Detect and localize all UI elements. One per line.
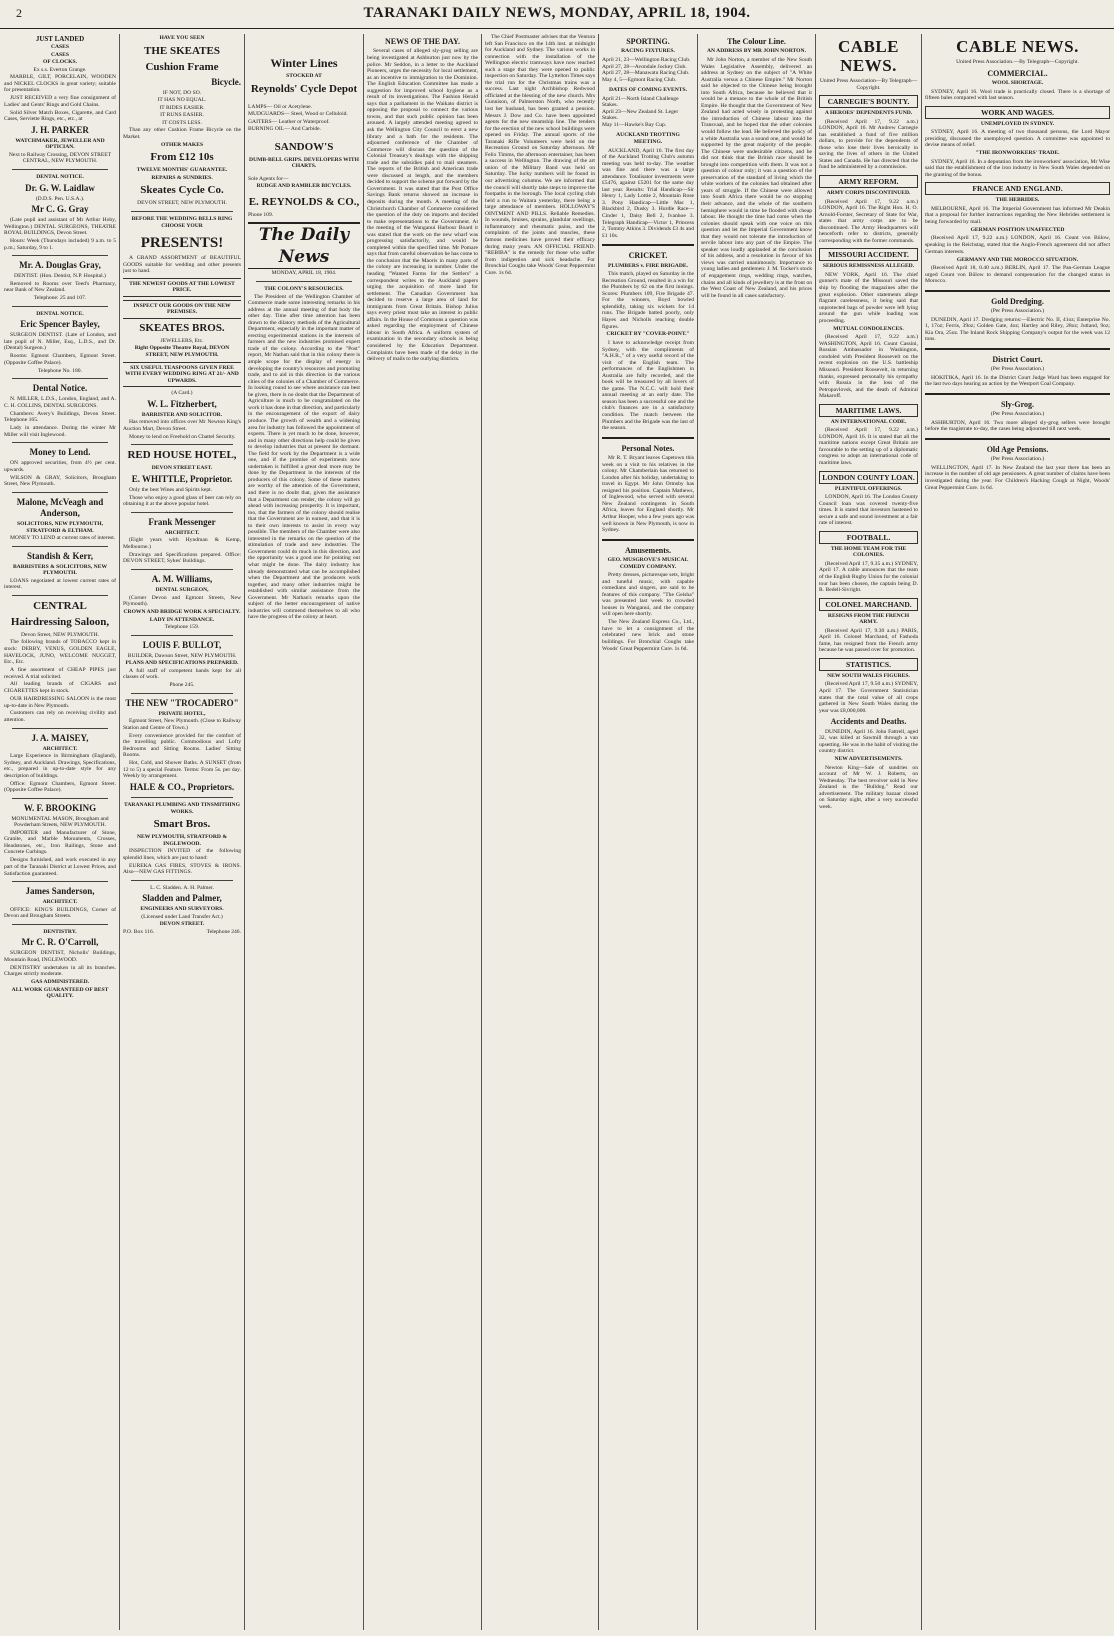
advertiser-name: HALE & CO., Proprietors. (129, 782, 235, 793)
news-subheading: AN INTERNATIONAL CODE. (830, 418, 907, 425)
divider (12, 546, 108, 547)
ad-subtitle: BUILDER, Dawson Street, NEW PLYMOUTH. (127, 652, 237, 659)
ad-telephone: Telephone 159. (164, 624, 200, 631)
ad-subtitle: BARRISTERS & SOLICITORS, NEW PLYMOUTH. (12, 563, 108, 577)
divider (12, 798, 108, 799)
news-body: (Received April 17, 9.22 a.m.) LONDON, April 16. The Right Hon. H. O. Arnold-Forster, Secretary of State for War, states that army corps are to be discontinued. The Army Headquarters will henceforth refer to districts, generally corresponding with the former commands. (819, 198, 918, 244)
ad-text: Customers can rely on receiving civility and attention. (4, 710, 116, 723)
ad-heading: PRESENTS! (140, 235, 224, 252)
fixture-item: April 21, 23—Wellington Racing Club. (602, 56, 691, 63)
column-rule (119, 34, 120, 1630)
ad-text: (Licensed under Land Transfer Act.) (141, 913, 223, 920)
news-subheading: (Per Press Association.) (990, 366, 1045, 373)
ad-telephone: Telephone No. 180. (37, 367, 83, 374)
ad-heading: SANDOW'S (274, 140, 334, 153)
ad-text: SURGEON DENTIST, Nicholls' Buildings, Mountain Road, INGLEWOOD. (4, 950, 116, 963)
ad-text: Office: Egmont Chambers, Egmont Street. (Opposite Coffee Palace). (4, 780, 116, 794)
fixture-item: April 27, 28—Avondale Jockey Club. (602, 63, 687, 70)
news-body: Mr R. T. Bryant leaves Capetown this week on a visit to his relatives in the colony. Mr Chamberlain has returned to London after his holiday, undertaking to travel in Egypt. Mr John Ormsby has resigned his position. Captain Mathews, of Inglewood, who served with several New Zealand contingents in South Africa, leaves for England shortly. Mr Arthur Hooper, who a few years ago was well known in New Plymouth, is now in Sydney. (602, 455, 694, 534)
ad-subtitle: BARRISTER AND SOLICITOR. (141, 411, 223, 418)
divider (925, 393, 1110, 395)
divider (925, 290, 1110, 292)
editorial-masthead: The Daily News (248, 222, 360, 269)
advertiser-name: RED HOUSE HOTEL, (127, 449, 237, 462)
section-subheading: AN ADDRESS BY MR JOHN NORTON. (707, 48, 806, 55)
editorial-title: THE COLONY'S RESOURCES. (264, 286, 344, 293)
advertiser-name: Hairdressing Saloon, (10, 615, 110, 628)
fixture-item: April 21—North Island Challenge Stakes. (602, 95, 679, 109)
fixture-item: May 4, 5—Egmont Racing Club. (602, 76, 677, 83)
ad-text: SIX USEFUL TEASPOONS GIVEN FREE WITH EVERY WEDDING RING AT 21/- AND UPWARDS. (123, 362, 241, 388)
news-body: The Chief Postmaster advises that the Ventura left San Francisco on the 14th inst. at midnight for Auckland and Sydney. The various works in connection with the installation of the Wellington electric tramways have now reached such a stage that they were opened to public inspection on Saturday. The Lyttelton Times says the trial run for the Christmas trains was a success. Last night Archbishop Redwood officiated at the blessing of the new church. Mrs Gunnison, of Palmerston North, who recently lost her husband, has been granted a pension. Messrs J. Dow and Co. have been appointed agents for the new steamship line. The tenders for the erection of the new school buildings were opened on Friday. The annual sports of the Taranaki Rifle Volunteers were held on the Recreation Ground on Saturday afternoon. Mr Felix Timms, the afternoon entertainer, has been a success in Wellington. The drawing of the art union of the Military Band was held on Saturday. The lucky numbers will be found in our advertising columns. We are informed that the council will shortly take steps to improve the footpaths in the borough. The local cycling club held a run to Waitara yesterday, there being a large attendance of members. HOLLOWAY'S OINTMENT AND PILLS. Reliable Remedies. In wounds, bruises, sprains, glandular swellings, inflammatory and rheumatic pains, and the complaints of the joints and muscles, these famous medicines have proved their efficacy during many years. AN OFFICIAL FRIEND. "REBIBA" is the remedy for those who suffer from indigestion and sick headache. For Bronchial Coughs take Woods' Great Peppermint Cure. 1s 6d. (485, 34, 595, 276)
ad-text: A full staff of competent hands kept for all classes of work. (123, 667, 241, 681)
divider (131, 693, 233, 694)
news-body: SYDNEY, April 16. In a deputation from the ironworkers' association, Mr Wise said that the establishment of the iron industry in New South Wales depended on the granting of the bonus. (925, 158, 1110, 178)
ad-subtitle: DENTAL SURGEON, (155, 586, 209, 593)
ad-text: Egmont Street, New Plymouth. (Close to Railway Station and Centre of Town.) (123, 718, 241, 731)
ad-clocks-line: Ex s.s. Everton Grange. (33, 66, 87, 73)
news-subheading: (Per Press Association.) (990, 411, 1045, 418)
divider (12, 924, 108, 925)
ad-subtitle: PRIVATE HOTEL, (158, 710, 206, 717)
ad-text: Those who enjoy a good glass of beer can rely on obtaining it at the above popular hotel. (123, 494, 241, 508)
divider (12, 881, 108, 882)
ad-text: SURGEON DENTIST. (Late of London, and late pupil of N. Miller, Esq., L.D.S., and Dr. (Dental) Surgeon.) (4, 332, 116, 352)
ad-address: DEVON STREET, NEW PLYMOUTH. (137, 200, 227, 207)
news-heading: COMMERCIAL. (987, 68, 1048, 78)
news-body: SYDNEY, April 16. Wool trade is practically closed. There is a shortage of fifteen bales compared with last season. (925, 88, 1110, 102)
divider (131, 512, 233, 513)
ad-text: STOCKED AT (286, 73, 322, 79)
advertiser-name: E. REYNOLDS & CO., (248, 195, 360, 208)
ad-text: IMPORTER and Manufacturer of Stone, Granite, and Marble Monuments, Crosses, Headstones, etc., Iron Railings, Stone and Concrete Curbings. (4, 829, 116, 856)
ad-text: Solid Silver Match Boxes, Cigarette, and Card Cases, Serviette Rings, etc., etc., at (4, 109, 116, 123)
news-subheading: "THE IRONWORKERS' TRADE. (975, 150, 1060, 157)
advertiser-name: Eric Spencer Bayley, (20, 319, 100, 330)
ad-telephone: Telephone 246. (206, 928, 241, 935)
advertiser-name: Dr. G. W. Laidlaw (25, 182, 95, 193)
ad-telephone: Phone 109. (248, 211, 274, 218)
ad-text: DENTISTRY undertaken in all its branches. Charges strictly moderate. (4, 964, 116, 978)
news-heading: Sly-Grog. (1001, 399, 1034, 409)
news-subheading: (Per Press Association.) (990, 456, 1045, 463)
news-subheading: ARMY CORPS DISCONTINUED. (826, 190, 911, 197)
ad-footer (123, 929, 241, 936)
editorial-body: The President of the Wellington Chamber of Commerce made some interesting remarks in his address at the annual meeting of that body the other day. Time after time attention has been drawn to the dilatory methods of the Agricultural Department, especially in the important matter of erecting experimental stations in the interests of farmers and the new industries promised expert trade of the colony. According to the "Post" report, Mr Nathan said that in this colony there is ample scope for the display of energy in developing the country's resources and promoting trade, and to aid in this direction in the various cities of the colonies of a Chamber of Commerce. In looking round to see where assistance can best be given, there is no doubt that the Department of Agriculture is much to be congratulated on the work it has done in that direction, and particularly in the encouragement of the export of dairy produce. The growth of wealth and a widening area for industry has followed the appointment of experts. There is yet much to be done, however, and in many other directions help could be given to develop industries that at present lie dormant. The field for work by the Department is a wide one, and if the promise of experiments now undertaken is fulfilled a great deal more may be done by the Department in the interests of the producers of this colony. Some of these matters are worthy of the attention of the Government, and there is no doubt that, given the assistance that a Department can render, the colony will go ahead with increasing prosperity. It is important, too, that the farmers of the colony should realise that the Government are in earnest, and that it is to their own interests to assist in every way possible. The members of the Chamber were also interested in the remarks on the question of the stimulation of trade and new industries. The Government could do much in this direction, and the opportunity was a good one for pointing out what might be done. The dairy industry has already demonstrated what can be accomplished when the Department and the producers work together, and many other industries might be established with similar assistance from the Government. Mr Nathan's remarks upon the subject of the better encouragement of native industries will commend themselves to all who have the progress of the colony at heart. (248, 293, 360, 621)
news-body: (Received April 17, 9.22 a.m.) LONDON, April 16. Mr Andrew Carnegie has established a fund of five million dollars, to provide for the dependents of those who lose their lives heroically in saving the lives of others in the United States and Canada. He has directed that the fund be administered by a commission. (819, 118, 918, 171)
column-rule (244, 34, 245, 1630)
ad-text: WILSON & GRAY, Solicitors, Brougham Street, New Plymouth. (4, 474, 116, 488)
advertiser-name: Smart Bros. (153, 818, 211, 831)
advertiser-name: Mr C. G. Gray (31, 204, 89, 215)
ad-text: OUR HAIRDRESSING SALOON is the most up-to-date in New Plymouth. (4, 695, 116, 709)
advertiser-name: Malone, McVeagh and Anderson, (16, 497, 104, 519)
news-body: (Received April 17, 9.22 a.m.) WASHINGTON, April 16. Count Cassini, Russian Ambassador in Washington, condoled with President Roosevelt on the recent explosion on the U.S. battleship Missouri. President Roosevelt, in returning thanks, expressed personally his sympathy with Russia in the loss of the Petropavlovsk, and the death of Admiral Makaroff. (819, 334, 918, 400)
column-8-cable-news (819, 34, 918, 1630)
section-subheading: DATES OF COMING EVENTS. (608, 87, 687, 94)
ad-text: THE NEWEST GOODS AT THE LOWEST PRICE. (123, 278, 241, 297)
ad-text: TWELVE MONTHS' GUARANTEE. (136, 167, 228, 174)
news-body: HOKITIKA, April 16. In the District Court Judge Ward has been engaged for the last two days hearing an action by the Westport Coal Company. (925, 374, 1110, 388)
ad-text: Only the best Wines and Spirits kept. (129, 486, 213, 493)
news-body: Mr John Norton, a member of the New South Wales Legislative Assembly, delivered an address at Sydney on the subject of "A White Australia versus a Chinese Empire." Mr Norton said he objected to the Chinese being brought into South Africa, because he believed that it would be a menace to the whole of the British Empire. He thought that the Government of New Zealand had acted wisely in protesting against the introduction of Chinese labour into the Transvaal, and he hoped that the other colonies would follow the lead. He believed the policy of a white Australia was a sound one, and would be supported by the great majority of the people. The Chinese were undesirable citizens, and he did not think that the British race should be brought into competition with them. It was not a question of colour only; it was a question of the preservation of the standard of living which the white workers of the colonies had obtained after years of struggle. If the Chinese were allowed into South Africa there would be no stopping their advance, and the whole of the southern hemisphere would in time be flooded with cheap labour. He thought the time had come when the colonies should speak with one voice on this question and let the Imperial Government know that they would not tolerate the introduction of servile labour into any part of the Empire. The speaker was loudly applauded at the conclusion of his address, and a resolution in favour of his views was carried unanimously. Importance to young ladies and gentlemen: J. M. Tocker's stock of engagement rings, wedding rings, watches, chains and all kinds of jewellery is at the front on the West Coast of New Zealand, and his prices will be found in all cases satisfactory. (701, 56, 812, 299)
ad-text: Every convenience provided for the comfort of the travelling public. Commodious and Lofty Bedrooms and Sitting Rooms. Ladies' Sitting Rooms. (123, 732, 241, 759)
ad-text: (Eight years with Hyndman & Kemp, Melbourne.) (123, 537, 241, 550)
ad-heading: Bicycle. (211, 76, 241, 87)
ad-clocks-line: CASES (50, 44, 70, 50)
news-body: NEW YORK, April 16. The chief gunner's mate of the Missouri saved the ship by flooding the magazines after the great explosion. Other statements allege flagrant carelessness, it being said that unprotected bags of powder were left lying around the gun while loading was proceeding. (819, 271, 918, 324)
ad-text: The following brands of TOBACCO kept in stock: DERBY, VENUS, GOLDEN EAGLE, HAVELOCK, JUNO, WELCOME NUGGET, Etc., Etc. (4, 639, 116, 666)
column-5 (485, 34, 595, 1630)
divider (602, 244, 694, 246)
ad-text: ON approved securities, from 4½ per cent. upwards. (4, 460, 116, 473)
fixture-item: April 27, 28—Manawatu Racing Club. (602, 70, 690, 77)
advertiser-name: Frank Messenger (148, 516, 216, 527)
ad-subtitle: WATCHMAKER, JEWELLER AND OPTICIAN. (15, 137, 105, 151)
ad-telephone: Phone 245. (169, 682, 195, 689)
section-subheading: United Press Association—By Telegraph—Copyright. (819, 78, 918, 91)
advertiser-name: W. F. BROOKING (23, 802, 97, 813)
news-subheading: THE HEBRIDES. (995, 197, 1040, 204)
news-subheading: SERIOUS REMISSNESS ALLEGED. (822, 263, 915, 270)
ad-heading: Winter Lines (270, 56, 338, 70)
section-heading: CABLE NEWS. (956, 37, 1079, 56)
news-subheading: MUTUAL CONDOLENCES. (833, 325, 904, 332)
news-body: Several cases of alleged sly-grog selling are being investigated at Ashburton just now by the police. Mr Seddon, in a letter to the Auckland Pioneers, urges the necessity for local settlement, as an incentive to immigration to the Dominion. The English Education Committee has made a suggestion for improved school hygiene as a result of its investigations. The Fashion Herald says that a parliament in the Waikato district is opposing the proposal to connect the various towns, and that such public opinion has been aroused. A largely attended meeting agreed to ask the Wellington City Council to erect a new library and a bath for the residents. The adjourned conference of the Chamber of Commerce will discuss the question of the Colonial Treasury's dealings with the shipping trade and the subsidies paid to mail steamers. The reports of the British and American trade were discussed at length, and the members decided to support the scheme put forward by the Government. It was stated that the Post Office Savings Bank returns showed an increase in deposits during the month. A meeting of the Christchurch Chamber of Commerce considered the question of the duty on imports and decided to make representations to the Government. At the meeting of the Wanganui Harbour Board it was stated that the work on the new wharf was progressing satisfactorily, and would be completed within the specified time. Mr Pomare says that from careful observation he has come to the conclusion that the Maoris in many parts of the colony are increasing in number. Under the heading "Wanted Farms for the Settlers" a correspondent writes to the Auckland papers urging the acquisition of more land for settlement. The Canadian Government has decided to reserve a large area of land for immigrants from Great Britain. Bishop Julius says every priest must take an interest in public affairs. In the House of Commons a question was asked regarding the employment of Chinese labour in South Africa. A uniform system of examination in the secondary schools is being considered by the Education Department. Complaints have been made of the delay in the delivery of mails to the outlying districts. (367, 48, 478, 363)
ad-subtitle: ARCHITECT. (164, 529, 200, 536)
divider (602, 437, 694, 439)
ad-subtitle: JEWELLERS, Etc. (160, 337, 204, 344)
column-rule (815, 34, 816, 1630)
ad-subtitle: DENTIST. (Hon. Dentist, N.P. Hospital.) (14, 273, 106, 280)
advertiser-name: J. H. PARKER (31, 124, 89, 135)
divider (131, 444, 233, 445)
column-4 (367, 34, 478, 1630)
advertiser-name: Standish & Kerr, (27, 550, 93, 561)
ad-text: PLANS AND SPECIFICATIONS PREPARED. (125, 660, 239, 667)
ad-subtitle: ARCHITECT. (42, 899, 78, 906)
ad-text: Large Experience in Birmingham (England), Sydney, and Auckland. Drawings, Specifications, etc., prepared in up-to-date style for any description of buildings. (4, 753, 116, 779)
advertiser-name: Reynolds' Cycle Depot (250, 82, 358, 95)
news-heading: MISSOURI ACCIDENT. (819, 248, 918, 261)
ad-address: DEVON STREET. (159, 921, 205, 928)
ad-address: Right Opposite Theatre Royal, DEVON STREET, NEW PLYMOUTH. (134, 345, 230, 358)
divider (12, 595, 108, 596)
news-heading: FOOTBALL. (819, 531, 918, 544)
advertiser-name: Mr. A. Douglas Gray, (19, 260, 101, 271)
divider (12, 306, 108, 307)
ad-text: Hours: Week (Thursdays included) 9 a.m. to 5 p.m.; Saturday, 9 to 1. (4, 238, 116, 251)
ad-line: IT RIDES EASIER. (159, 104, 205, 111)
news-heading: FRANCE AND ENGLAND. (925, 182, 1110, 195)
fixture-item: May 11—Hawke's Bay Cup. (602, 121, 667, 128)
ad-heading: DENTAL NOTICE. (36, 173, 84, 180)
advertiser-name: CENTRAL (33, 599, 87, 612)
column-7 (701, 34, 812, 1630)
news-body: ASHBURTON, April 16. Two more alleged sly-grog sellers were brought before the magistrate to-day, the cases being adjourned till next week. (925, 419, 1110, 433)
section-subheading: AUCKLAND TROTTING MEETING. (616, 132, 680, 145)
ad-clocks-line: CASES (50, 51, 70, 58)
ad-text: INSPECT OUR GOODS ON THE NEW PREMISES. (123, 300, 241, 319)
news-body: (Received April 17, 9.30 a.m.) PARIS, April 16. Colonel Marchand, of Fashoda fame, has resigned from the French army because he was passed over for promotion. (819, 627, 918, 654)
advertiser-name: Skeates Cycle Co. (140, 184, 224, 197)
ad-text: INSPECTION INVITED of the following splendid lines, which are just to hand: (123, 848, 241, 861)
ad-text: REPAIRS & SUNDRIES. (151, 174, 213, 181)
advertiser-name: James Sanderson, (25, 886, 95, 897)
news-heading: District Court. (992, 354, 1043, 364)
ad-text: MARBLE, GILT, PORCELAIN, WOODEN and NICKEL CLOCKS in great variety; suitable for presentation. (4, 74, 116, 94)
news-subheading: PLENTIFUL OFFERINGS. (834, 485, 903, 492)
ad-text: RUDGE AND RAMBLER BICYCLES. (256, 183, 352, 190)
section-heading: NEWS OF THE DAY. (385, 37, 460, 46)
news-heading: ARMY REFORM. (819, 175, 918, 188)
news-body: (Received April 18, 0.40 a.m.) BERLIN, April 17. The Pan-German League urged Count von Bülow to demand compensation for the changed status in Morocco. (925, 265, 1110, 285)
advertiser-name: LOUIS F. BULLOT, (142, 639, 222, 650)
news-subheading: WOOL SHORTAGE. (991, 79, 1044, 86)
column-rule (481, 34, 482, 1630)
news-heading: WORK AND WAGES. (925, 106, 1110, 119)
news-body: (Received April 17, 9.35 a.m.) SYDNEY, April 17. A cable announces that the team of the English Rugby Union for the colonial tour has been chosen, the captain being D. R. Bedell-Sivright. (819, 560, 918, 594)
news-body: AUCKLAND, April 16. The first day of the Auckland Trotting Club's autumn meeting was held to-day. The weather was fine and there was a large attendance. Totalisator investments were £5476, against £5201 for the same day last year. Results: Trial Handicap—Sir Henry 1, Lady Lottie 2, Mountain Rose 3. Pony Handicap—Little Mac 1, Blackbird 2, Dusky 3. Hurdle Race—Cinder 1, Daisy Bell 2, Ivanhoe 3. Telegraph Handicap—Victor 1, Princess 2, Tommy Atkins 3. Dividends £3 4s and £1 10s. (602, 147, 694, 239)
ad-text: Has removed into offices over Mr Newton King's Auction Mart, Devon Street. (123, 419, 241, 432)
news-heading: Gold Dredging. (991, 296, 1044, 306)
divider (131, 211, 233, 212)
news-subheading: RESIGNS FROM THE FRENCH ARMY. (827, 612, 910, 626)
column-rule (598, 34, 599, 1630)
column-6-sporting (602, 34, 694, 1630)
ad-line: IT HAS NO EQUAL. (157, 97, 207, 104)
ad-text: Rooms: Egmont Chambers, Egmont Street. (Opposite Coffee Palace). (4, 353, 116, 366)
ad-text: JUST RECEIVED a very fine consignment of Ladies' and Gents' Rings and Gold Chains. (4, 95, 116, 108)
advertiser-name: Mr C. R. O'Carroll, (21, 937, 99, 948)
ad-subtitle: (D.D.S. Pen. U.S.A.). (35, 195, 85, 202)
ad-text: A GRAND ASSORTMENT of BEAUTIFUL GOODS suitable for wedding and other presents just to hand. (123, 255, 241, 275)
ad-text: A fine assortment of CHEAP PIPES just received. A trial solicited. (4, 666, 116, 680)
news-body: This match, played on Saturday in the Recreation Ground, resulted in a win for the Plumbers by 62 on the first innings. Scores: Plumbers 109, Fire Brigade 47. For the winners, Boyd bowled splendidly, taking six wickets for 14 runs. The Brigade batted poorly, only Hayes and Nicholls reaching double figures. (602, 271, 694, 330)
divider (12, 728, 108, 729)
ad-text: Than any other Cushion Frame Bicycle on the Market. (123, 127, 241, 140)
advertiser-name: Sladden and Palmer, (142, 893, 222, 904)
section-heading: SPORTING. (626, 37, 670, 46)
news-subheading: (Per Press Association.) (990, 308, 1045, 315)
news-heading: CARNEGIE'S BOUNTY. (819, 95, 918, 108)
ad-item: LAMPS— Oil or Acetylene. (248, 103, 313, 110)
section-subheading: United Press Association.—By Telegraph—Copyright. (956, 59, 1079, 65)
ad-text: LADY IN ATTENDANCE. (149, 616, 215, 623)
ad-heading: DENTAL NOTICE. (36, 310, 84, 317)
newspaper-masthead-title: TARANAKI DAILY NEWS, MONDAY, APRIL 18, 1904. (363, 5, 751, 21)
section-heading: The Colour Line. (727, 37, 786, 46)
ad-text: ALL WORK GUARANTEED OF BEST QUALITY. (11, 986, 109, 1000)
divider (602, 539, 694, 541)
section-heading: CABLE NEWS. (837, 37, 900, 75)
ad-subtitle: ENGINEERS AND SURVEYORS. (140, 906, 224, 913)
section-heading: Personal Notes. (621, 443, 675, 453)
ad-line: IT RUNS EASIER. (160, 112, 204, 119)
news-heading: Old Age Pensions. (986, 444, 1049, 454)
masthead (0, 0, 1114, 29)
news-heading: LONDON COUNTY LOAN. (819, 471, 918, 484)
ad-subtitle: SOLICITORS, NEW PLYMOUTH, STRATFORD & ELTHAM. (16, 521, 103, 534)
news-body: MELBOURNE, April 16. The Imperial Government has informed Mr Deakin that a proposal for further instructions regarding the New Hebrides settlement is being forwarded by mail. (925, 205, 1110, 225)
divider (12, 255, 108, 256)
news-body: DUNEDIN, April 17. Dredging returns:—Electric No. II, 41oz; Enterprise No. 1, 17oz; Ferris, 39oz; Golden Gate, 4oz; Hartley and Riley, 28oz; Jutland, 9oz; Kia Ora, 25oz. The Inland Rock Shipping Company's output for the week was 12 tons. (925, 316, 1110, 343)
ad-address: NEW PLYMOUTH, STRATFORD & INGLEWOOD. (136, 834, 228, 847)
ad-item: MUDGUARDS— Steel, Wood or Celluloid. (248, 111, 348, 118)
ad-heading: Money to Lend. (29, 447, 91, 458)
ad-text: BEFORE THE WEDDING BELLS RING CHOOSE YOUR (131, 215, 233, 229)
ad-text: OFFICE: KING'S BUILDINGS, Corner of Devon and Brougham Streets. (4, 906, 116, 920)
news-body: (Received April 17, 9.22 a.m.) LONDON, April 16. It is stated that all the maritime nations except Great Britain are favourable to the setting up of a diplomatic congress to adopt an international code of maritime laws. (819, 427, 918, 466)
column-rule (697, 34, 698, 1630)
fixture-item: April 23—New Zealand St. Leger Stakes. (602, 108, 679, 122)
ad-line: IF NOT, DO SO. (162, 89, 202, 96)
column-1-advertisements (4, 34, 116, 1630)
ad-text: (Corner Devon and Egmont Streets, New Plymouth). (123, 594, 241, 608)
news-subheading: GERMANY AND THE MOROCCO SITUATION. (956, 256, 1079, 263)
ad-clocks-line: OF CLOCKS. (43, 59, 77, 66)
editorial-date: MONDAY, APRIL 18, 1904. (271, 270, 337, 277)
column-rule (363, 34, 364, 1630)
section-subheading: CRICKET BY "COVER-POINT." (606, 331, 690, 338)
divider (131, 880, 233, 881)
news-body: WELLINGTON, April 17. In New Zealand the last year there has been an increase in the number of old age pensioners. A great number of claims have been investigated during the year. For Children's Hacking Cough at Night, Woods' Great Peppermint Cure. 1s 6d. (925, 464, 1110, 491)
ad-text: HAVE YOU SEEN (159, 35, 205, 41)
advertiser-name: A. M. Williams, (151, 573, 213, 584)
ad-address: DEVON STREET EAST. (151, 465, 213, 472)
ad-text: (A Card.) (171, 390, 193, 397)
news-heading: STATISTICS. (819, 658, 918, 671)
ad-text: EUREKA GAS FIRES, STOVES & IRONS. Also—NEW GAS FITTINGS. (123, 862, 241, 876)
ad-clocks-line: JUST LANDED (35, 35, 85, 43)
ad-text: Chambers: Avery's Buildings, Devon Street. Telephone 165. (4, 410, 116, 424)
ad-text: LOANS negotiated at lowest current rates of interest. (4, 577, 116, 591)
ad-text: Designs furnished, and work executed in any part of the Taranaki District at Lowest Prices, and Satisfaction guaranteed. (4, 857, 116, 877)
news-heading: Accidents and Deaths. (830, 717, 907, 727)
divider (12, 378, 108, 379)
news-body: (Received April 17, 9.50 a.m.) SYDNEY, April 17. The Government Statistician states that the total value of all crops gathered in New South Wales during the year was £8,000,000. (819, 681, 918, 714)
advertiser-name: THE SKEATES (144, 44, 220, 57)
ad-address: Next to Railway Crossing, DEVON STREET CENTRAL, NEW PLYMOUTH. (8, 151, 112, 165)
section-heading: Amusements. (625, 545, 671, 555)
news-subheading: GERMAN POSITION UNAFFECTED (970, 226, 1065, 233)
ad-subtitle: MONUMENTAL MASON, Brougham and Powderham Streets, NEW PLYMOUTH. (11, 815, 109, 829)
ad-heading: TARANAKI PLUMBING AND TINSMITHING WORKS. (124, 802, 240, 815)
news-body: SYDNEY, April 16. A meeting of two thousand persons, the Lord Mayor presiding, discussed the unemployed question. A committee was appointed to devise means of relief. (925, 129, 1110, 149)
section-subheading: GEO. MUSGROVE'S MUSICAL COMEDY COMPANY. (607, 557, 689, 570)
advertiser-name: E. WHITTLE, Proprietor. (131, 473, 233, 484)
advertiser-name: THE NEW "TROCADERO" (125, 697, 239, 708)
section-heading: CRICKET. (628, 251, 668, 261)
ad-po-box: P.O. Box 116. (123, 928, 155, 935)
ad-text: L. C. Sladden. A. H. Palmer. (150, 884, 214, 891)
ad-item: GAITERS— Leather or Waterproof. (248, 118, 330, 125)
news-body: LONDON, April 16. The London County Council loan was covered twenty-five times. It is stated that investors hastened to secure a safe and sound investment at a fair rate of interest. (819, 494, 918, 527)
news-body: (Received April 17, 9.22 a.m.) LONDON, April 16. Count von Bülow, speaking in the Reichstag, stated that the Anglo-French agreement did not affect German interests. (925, 235, 1110, 255)
ad-text: GAS ADMINISTERED. (30, 979, 90, 986)
ad-item: BURNING OIL— And Carbide. (248, 126, 322, 133)
advertiser-name: SKEATES BROS. (139, 321, 225, 334)
ad-price: From £12 10s (150, 151, 214, 164)
divider (131, 797, 233, 798)
section-subheading: PLUMBERS v. FIRE BRIGADE. (607, 262, 689, 269)
divider (256, 281, 352, 282)
ad-text: Sole Agents for— (248, 175, 289, 182)
divider (12, 169, 108, 170)
page-number: 2 (16, 6, 22, 20)
ad-text: Drawings and Specifications prepared. Office: DEVON STREET, Sykes' Buildings. (123, 551, 241, 565)
ad-text: N. MILLER, L.D.S., London, England, and A. C. H. COLLINS, DENTAL SURGEONS. (4, 396, 116, 409)
section-subheading: RACING FIXTURES. (621, 48, 675, 55)
ad-subtitle: ARCHITECT. (42, 745, 78, 752)
ad-text: All leading brands of CIGARS and CIGARETTES kept in stock. (4, 681, 116, 695)
ad-text: Hot, Cold, and Shower Baths. A SUNSET (from 12 to 5) a special Feature. Terms: From 5s. per day. Weekly by arrangement. (123, 760, 241, 780)
ad-telephone: Telephone: 25 and 107. (33, 295, 87, 302)
news-subheading: A HEROES' DEPENDENTS FUND. (824, 110, 913, 117)
news-body: Newton King—Sale of sundries on account of Mr W. J. Roberts, on Wednesday. The best revolver sold in New Zealand is the "Bulldog." Read our advertisement. The military bazaar closed on Saturday night, after a very successful week. (819, 764, 918, 811)
divider (925, 438, 1110, 440)
column-rule (921, 34, 922, 1630)
advertiser-name: J. A. MAISEY, (31, 732, 89, 743)
ad-line: IT COSTS LESS. (162, 119, 202, 126)
ad-text: Lady in attendance. During the winter Mr Miller will visit Inglewood. (4, 425, 116, 438)
news-subheading: NEW SOUTH WALES FIGURES. (827, 672, 910, 679)
news-heading: COLONEL MARCHAND. (819, 598, 918, 611)
ad-text: Removed to Rooms over Teed's Pharmacy, near Bank of New Zealand. (4, 280, 116, 294)
ad-heading: DENTISTRY. (43, 928, 77, 935)
news-body: I have to acknowledge receipt from Sydney, with the compliments of "A.H.R.," of a very useful record of the visit of the English team. The performances of the Englishmen in Australia are fully recorded, and the book will be treasured by all lovers of the game. The N.C.C. will hold their annual meeting at an early date. The season has been a successful one and the club's finances are in a satisfactory condition. The match between the Plumbers and the Brigade was the last of the season. (602, 339, 694, 432)
advertiser-name: W. L. Fitzherbert, (147, 398, 217, 409)
ad-text: MONEY TO LEND at current rates of interest. (10, 535, 116, 542)
ad-heading: Cushion Frame (145, 60, 219, 73)
news-subheading: THE HOME TEAM FOR THE COLONIES. (830, 545, 907, 559)
ad-text: CROWN AND BRIDGE WORK A SPECIALTY. (123, 609, 241, 616)
ad-heading: Dental Notice. (32, 383, 88, 394)
divider (12, 442, 108, 443)
column-2-advertisements (123, 34, 241, 1630)
divider (131, 569, 233, 570)
news-subheading: UNEMPLOYED IN SYDNEY. (980, 120, 1055, 127)
ad-text: OTHER MAKES (160, 141, 204, 148)
divider (12, 492, 108, 493)
news-subheading: NEW ADVERTISEMENTS. (834, 756, 903, 763)
ad-text: DUMB-BELL GRIPS. DEVELOPERS WITH CHARTS. (249, 156, 359, 170)
news-body: Pretty dresses, picturesque sets, bright and tuneful music, with capable comedians and singers, are said to be features of this company. "The Geisha" was presented last week to crowded houses in Wanganui, and the company will open here shortly. (602, 572, 694, 618)
news-body: The New Zealand Express Co., Ltd., have to let a consignment of the celebrated new brick and stone buildings. For Bronchial Coughs take Woods' Great Peppermint Cure. 1s 6d. (602, 619, 694, 652)
news-body: DUNEDIN, April 16. John Fattrell, aged 32, was killed at Sawmill through a van upsetting. He was in the habit of visiting the country district. (819, 728, 918, 755)
news-heading: MARITIME LAWS. (819, 404, 918, 417)
column-3 (248, 34, 360, 1630)
ad-address: Devon Street, NEW PLYMOUTH. (20, 631, 100, 638)
divider (925, 348, 1110, 350)
divider (131, 635, 233, 636)
ad-text: (Late pupil and assistant of Mr Arthur Hoby, Wellington.) DENTAL SURGEONS, THEATRE ROYAL BUILDINGS, Devon Street. (4, 217, 116, 237)
column-9-cable-news (925, 34, 1110, 1630)
ad-text: Money to lend on Freehold on Chattel Security. (129, 433, 236, 440)
